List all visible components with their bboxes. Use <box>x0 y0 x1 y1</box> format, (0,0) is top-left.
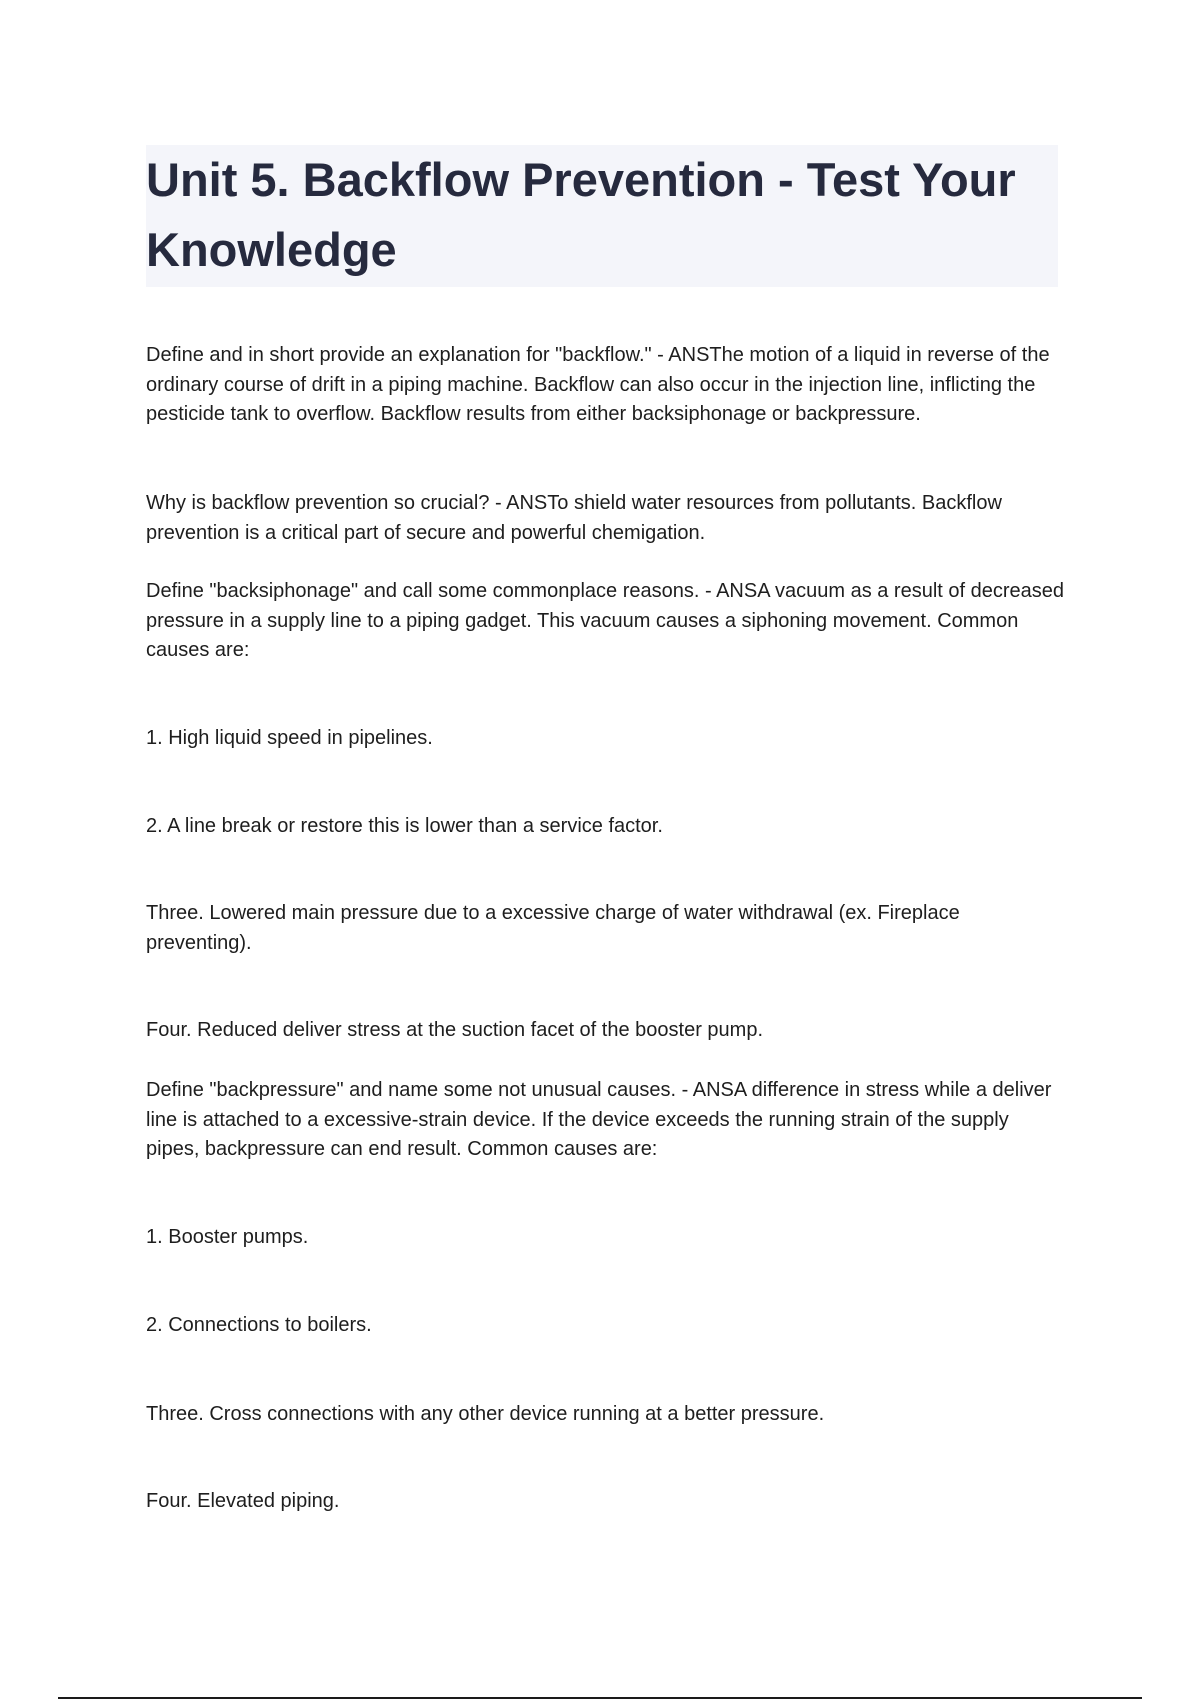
list-item-backsiphonage-4: Four. Reduced deliver stress at the suction facet of the booster pump. <box>146 1019 764 1041</box>
paragraph-backpressure-definition: Define "backpressure" and name some not unusual causes. - ANSA difference in stress while a deliver line is attached to a excessive-strain device. If the device exceeds the running strain of the supply pipes, backpressure can end result. Common causes are: <box>146 1079 1052 1160</box>
list-item-backpressure-2: 2. Connections to boilers. <box>146 1314 372 1336</box>
paragraph-backsiphonage-definition: Define "backsiphonage" and call some commonplace reasons. - ANSA vacuum as a result of decreased pressure in a supply line to a piping gadget. This vacuum causes a siphoning movement. Common causes are: <box>146 580 1065 661</box>
footer-divider <box>58 1697 1142 1699</box>
paragraph-backflow-importance: Why is backflow prevention so crucial? - ANSTo shield water resources from pollutants. Backflow prevention is a critical part of secure and powerful chemigation. <box>146 492 1002 544</box>
list-item-backsiphonage-2: 2. A line break or restore this is lower than a service factor. <box>146 815 663 837</box>
title-block <box>146 145 1058 287</box>
list-item-backsiphonage-3: Three. Lowered main pressure due to a excessive charge of water withdrawal (ex. Fireplace preventing). <box>146 902 960 954</box>
list-item-backsiphonage-1: 1. High liquid speed in pipelines. <box>146 727 433 749</box>
paragraph-backflow-definition: Define and in short provide an explanation for "backflow." - ANSThe motion of a liquid in reverse of the ordinary course of drift in a piping machine. Backflow can also occur in the injection line, inflicting the pesticide tank to overflow. Backflow results from either backsiphonage or backpressure. <box>146 344 1050 425</box>
list-item-backpressure-4: Four. Elevated piping. <box>146 1490 340 1512</box>
list-item-backpressure-3: Three. Cross connections with any other device running at a better pressure. <box>146 1403 825 1425</box>
list-item-backpressure-1: 1. Booster pumps. <box>146 1226 309 1248</box>
page-title: Unit 5. Backflow Prevention - Test Your Knowledge <box>146 153 1016 276</box>
